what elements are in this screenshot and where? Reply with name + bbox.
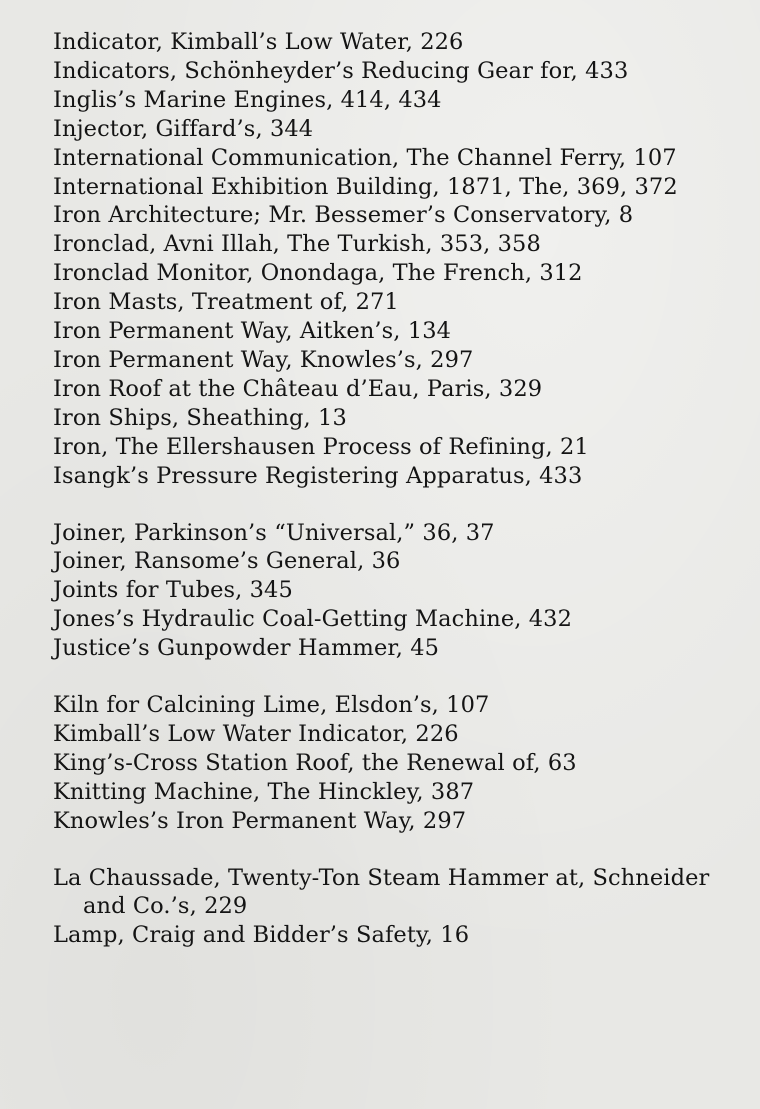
index-entry: La Chaussade, Twenty-Ton Steam Hammer at, Schneider and Co.’s, 229: [53, 864, 710, 920]
section-spacer: [53, 663, 733, 691]
index-entry: Knowles’s Iron Permanent Way, 297: [53, 807, 467, 834]
index-entry: Isangk’s Pressure Registering Apparatus, 433: [53, 462, 583, 489]
index-entry: Iron Roof at the Château d’Eau, Paris, 329: [53, 375, 543, 402]
index-entry: Joints for Tubes, 345: [53, 577, 293, 604]
index-entry: International Exhibition Building, 1871, The, 369, 372: [53, 173, 678, 200]
index-entry: International Communication, The Channel Ferry, 107: [53, 144, 677, 171]
index-entry: Inglis’s Marine Engines, 414, 434: [53, 86, 442, 113]
index-entry: King’s-Cross Station Roof, the Renewal of, 63: [53, 749, 577, 776]
index-section-i: [53, 28, 733, 491]
index-entry: Lamp, Craig and Bidder’s Safety, 16: [53, 922, 470, 949]
index-section-k: [53, 691, 733, 836]
index-entry: Joiner, Ransome’s General, 36: [53, 548, 401, 575]
index-entry: Iron Ships, Sheathing, 13: [53, 404, 347, 431]
index-section-j: [53, 519, 733, 664]
section-spacer: [53, 836, 733, 864]
index-entry: Ironclad, Avni Illah, The Turkish, 353, 358: [53, 231, 541, 258]
index-entry: Iron Permanent Way, Aitken’s, 134: [53, 318, 452, 345]
index-list: [53, 28, 733, 950]
index-entry: Joiner, Parkinson’s “Universal,” 36, 37: [53, 519, 495, 546]
index-entry: Injector, Giffard’s, 344: [53, 115, 314, 142]
index-entry: Justice’s Gunpowder Hammer, 45: [53, 635, 440, 662]
section-spacer: [53, 491, 733, 519]
index-entry: Indicator, Kimball’s Low Water, 226: [53, 29, 464, 55]
index-entry: Kimball’s Low Water Indicator, 226: [53, 720, 459, 747]
index-entry: Jones’s Hydraulic Coal-Getting Machine, 432: [53, 606, 572, 633]
index-entry: Ironclad Monitor, Onondaga, The French, 312: [53, 260, 583, 287]
index-entry: Iron Masts, Treatment of, 271: [53, 289, 399, 316]
index-entry: Iron Architecture; Mr. Bessemer’s Conservatory, 8: [53, 202, 634, 229]
index-entry: Iron Permanent Way, Knowles’s, 297: [53, 346, 474, 373]
index-section-l: [53, 864, 733, 951]
index-entry: Iron, The Ellershausen Process of Refining, 21: [53, 433, 589, 460]
index-entry: Indicators, Schönheyder’s Reducing Gear for, 433: [53, 57, 629, 84]
index-entry: Knitting Machine, The Hinckley, 387: [53, 778, 475, 805]
index-entry: Kiln for Calcining Lime, Elsdon’s, 107: [53, 692, 490, 719]
